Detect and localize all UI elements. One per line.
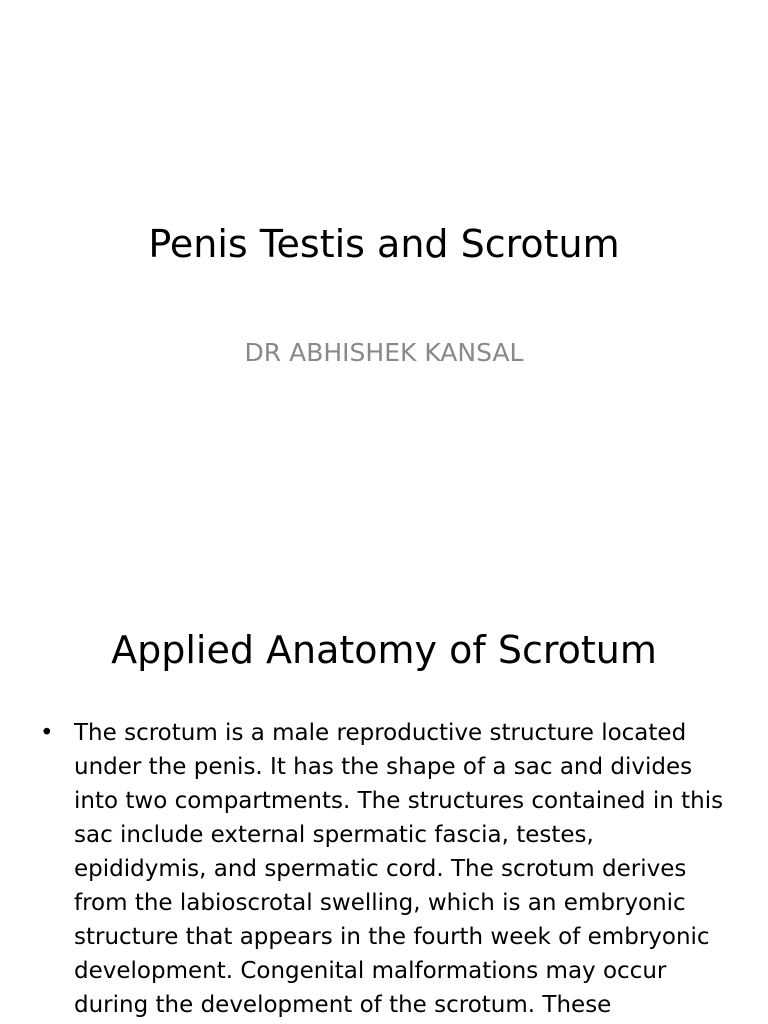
author-subtitle: DR ABHISHEK KANSAL <box>244 338 524 367</box>
slide-heading: Applied Anatomy of Scrotum <box>111 628 657 672</box>
bullet-list <box>40 716 730 1022</box>
content-slide <box>0 576 768 1024</box>
bullet-text: The scrotum is a male reproductive structure located under the penis. It has the shape of a sac and divides into two compartments. The structures contained in this sac include external spermatic fascia, testes, epididymis, and spermatic cord. The scrotum derives from the labioscrotal swelling, which is an embryonic structure that appears in the fourth week of embryonic development. Congenital malformations may occur during the development of the scrotum. These <box>74 720 724 1018</box>
slide-title: Penis Testis and Scrotum <box>148 222 620 266</box>
bullet-marker: • <box>40 720 54 746</box>
list-item <box>40 716 730 1022</box>
